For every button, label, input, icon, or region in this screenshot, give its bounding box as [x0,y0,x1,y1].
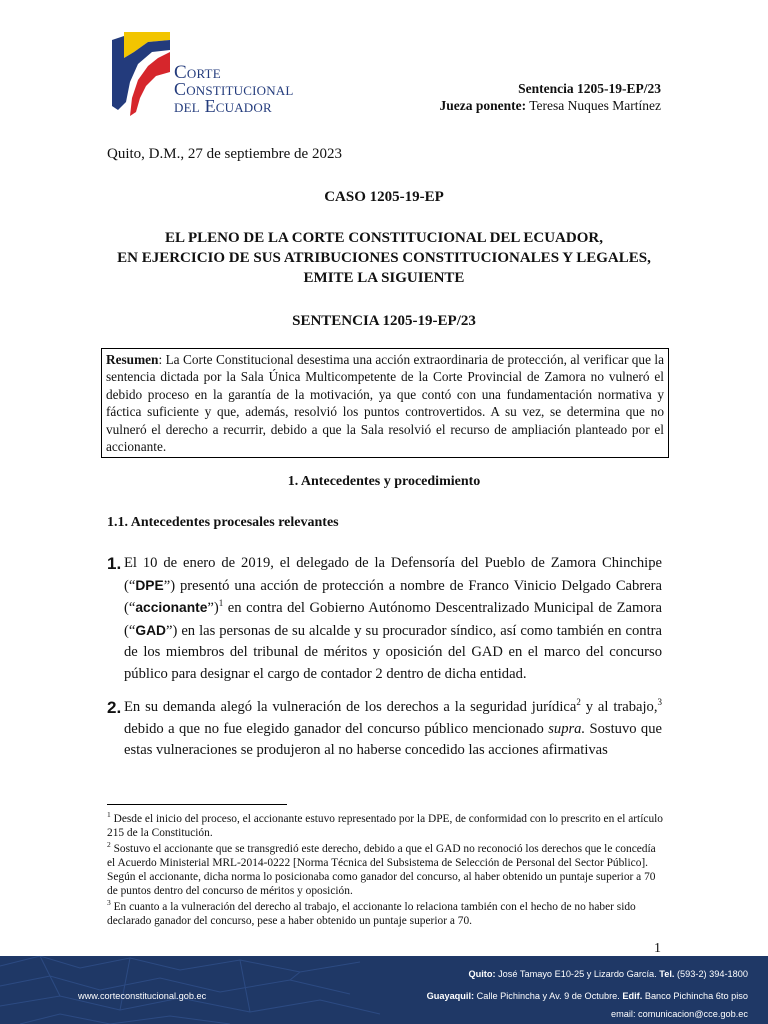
footnote-text: Sostuvo el accionante que se transgredió este derecho, debido a que el GAD no reconoció los derechos que le concedía el Acuerdo Ministerial MRL-2014-0222 [Norma Técnica del Subsistema de Selección de Personal del Sector Público]. Según el accionante, dicha norma lo posicionaba como ganador del concurso, al haber obtenido un puntaje superior a 70 de puntos dentro del concurso de méritos y oposición. [107,843,656,897]
paragraph-text: en contra del Gobierno Autónomo Descentralizado Municipal de Zamora (“ [124,600,662,639]
tel-label: Tel. [659,969,675,979]
footer-guayaquil-address [427,991,748,1001]
footnote-ref: 1 [218,598,224,609]
footer-band [0,956,768,1024]
section-heading-1: 1. Antecedentes y procedimiento [287,474,481,489]
paragraph-text: El 10 de enero de 2019, el delegado de la Defensoría del Pueblo de Zamora Chinchipe (“ [124,555,662,594]
pleno-line-3: EMITE LA SIGUIENTE [303,270,465,286]
pleno-line-2: EN EJERCICIO DE SUS ATRIBUCIONES CONSTITUCIONALES Y LEGALES, [117,250,651,266]
pleno-line-1: EL PLENO DE LA CORTE CONSTITUCIONAL DEL ECUADOR, [165,230,603,246]
italic-term: supra. [548,720,586,737]
paragraph-number: 2. [107,698,122,717]
footnote-text: En cuanto a la vulneración del derecho al trabajo, el accionante lo relaciona también con el hecho de no haber sido declarado ganador del concurso, pese a haber obtenido un puntaje superior a 70. [107,901,636,927]
footer-website[interactable]: www.corteconstitucional.gob.ec [78,991,207,1001]
footnote-3 [107,900,663,928]
defined-term: DPE [135,577,164,593]
footnote-mark: 1 [107,810,111,820]
jueza-name: Teresa Nuques Martínez [529,98,661,113]
paragraph-text: ”) presentó una acción de protección a nombre de Franco Vinicio Delgado Cabrera (“ [124,577,662,616]
footnote-1 [107,812,663,840]
pleno-heading [80,228,688,288]
footnote-2 [107,842,663,898]
defined-term: GAD [135,622,167,638]
paragraph-number: 1. [107,554,122,573]
guayaquil-label: Guayaquil: [426,991,475,1001]
court-emblem-icon [108,30,178,120]
paragraph-text: debido a que no fue elegido ganador del concurso público mencionado [124,720,549,737]
date-line: Quito, D.M., 27 de septiembre de 2023 [107,146,342,162]
case-title: CASO 1205-19-EP [324,189,444,205]
paragraph-text: Sostuvo que estas vulneraciones se produjeron al no haberse concedido las acciones afirmativas [124,720,662,758]
section-heading-1-1: 1.1. Antecedentes procesales relevantes [107,515,339,530]
email-link[interactable]: comunicacion@cce.gob.ec [635,1009,748,1019]
logo-line-1: Corte [174,62,221,83]
footnote-text: Desde el inicio del proceso, el accionante estuvo representado por la DPE, de conformidad con lo prescrito en el artículo 215 de la Constitución. [107,813,663,839]
email-label: email: [610,1009,636,1019]
footnote-ref: 2 [576,697,581,708]
tel-value: (593-2) 394-1800 [674,969,748,979]
quito-label: Quito: [468,969,496,979]
jueza-label: Jueza ponente: [439,98,527,113]
edif-value: Banco Pichincha 6to piso [642,991,748,1001]
paragraph-1 [107,553,662,685]
header-reference [439,80,661,114]
quito-address: José Tamayo E10-25 y Lizardo García. [495,969,660,979]
logo-line-2: Constitucional [174,79,294,99]
footnote-divider [107,804,287,805]
footer-quito-address [468,969,748,979]
footer-email [611,1009,748,1019]
footnote-mark: 3 [107,898,111,908]
resumen-box [101,348,669,458]
edif-label: Edif. [622,991,643,1001]
guayaquil-address: Calle Pichincha y Av. 9 de Octubre. [474,991,623,1001]
resumen-label: Resumen [106,352,159,367]
sentencia-title: SENTENCIA 1205-19-EP/23 [292,313,476,329]
sentencia-reference: Sentencia 1205-19-EP/23 [518,81,661,96]
paragraph-text: ”) [207,600,219,616]
resumen-text: : La Corte Constitucional desestima una acción extraordinaria de protección, al verificar que la sentencia dictada por la Sala Única Multicompetente de la Corte Provincial de Zamora no vulneró el debido proceso en la garantía de la motivación, ya que contó con una fundamentación normativa y fáctica suficiente y que, además, resolvió los puntos controvertidos. A su vez, se determina que no vulneró el derecho a recurrir, debido a que la Sala resolvió el recurso de ampliación planteado por el accionante. [106,352,664,455]
paragraph-text: ”) en las personas de su alcalde y su procurador síndico, así como también en contra de los miembros del tribunal de méritos y oposición del GAD en el marco del concurso público para designar el cargo de contador 2 dentro de dicha entidad. [124,622,662,682]
paragraph-text: y al trabajo, [580,699,658,715]
logo-text [174,64,294,115]
footnote-mark: 2 [107,840,111,850]
paragraph-text: En su demanda alegó la vulneración de los derechos a la seguridad jurídica [124,699,577,715]
footnote-ref: 3 [657,697,662,708]
paragraph-2 [107,697,662,762]
page-number: 1 [654,941,661,956]
defined-term: accionante [135,600,208,615]
logo-line-3: del Ecuador [174,96,272,116]
court-logo [108,30,328,120]
footnotes [107,812,663,930]
